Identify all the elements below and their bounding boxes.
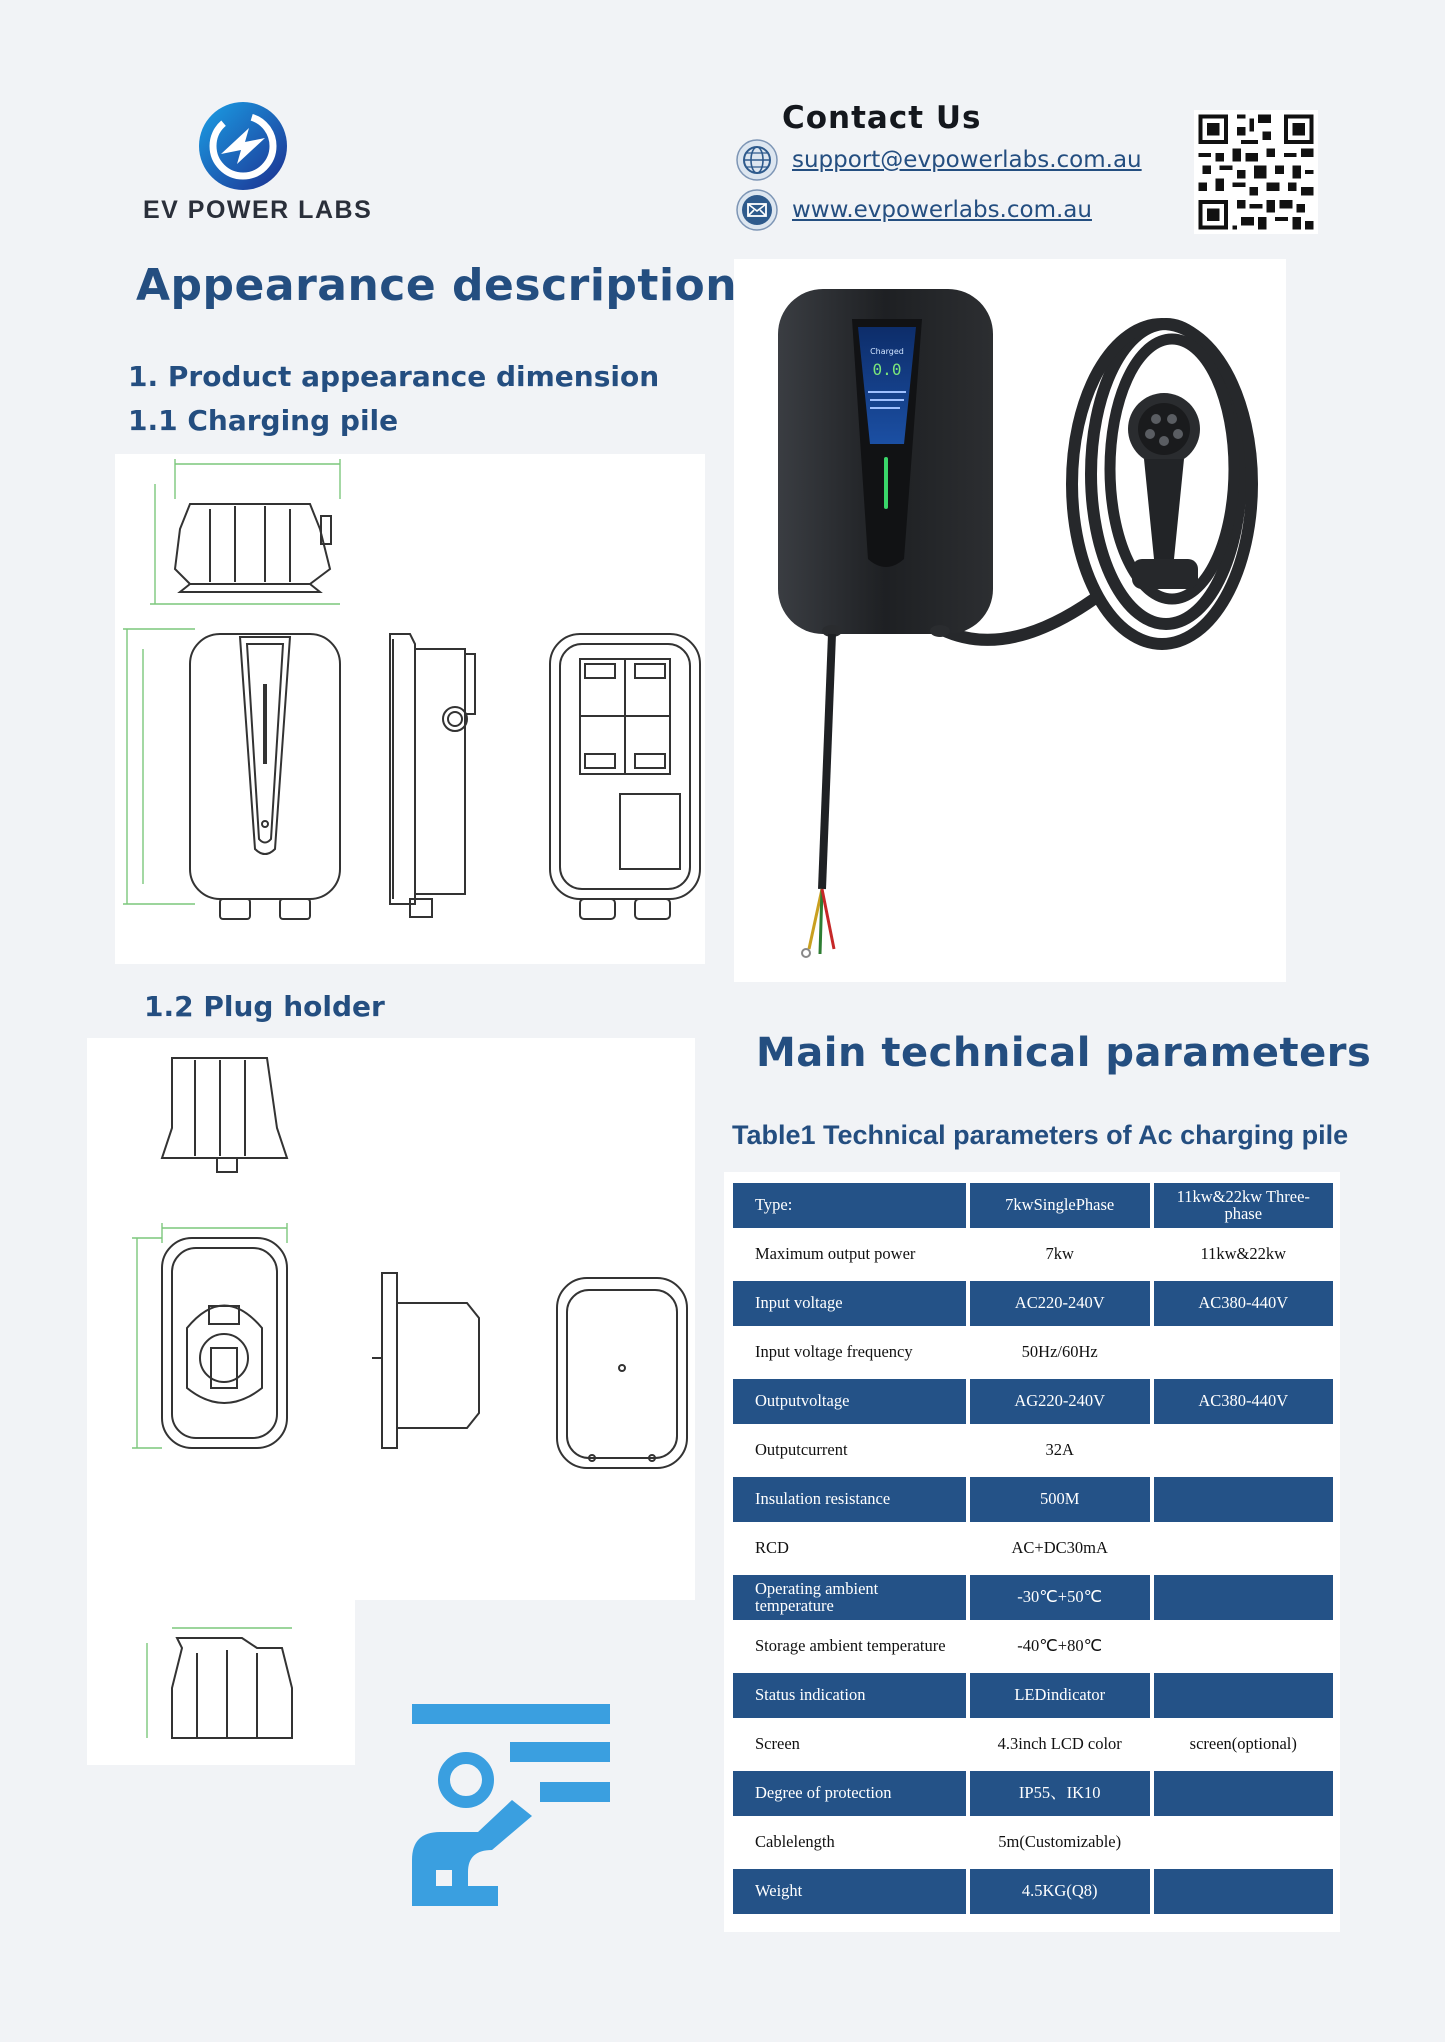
param-label: Weight <box>733 1869 966 1914</box>
param-label: Screen <box>733 1722 966 1767</box>
param-value-three-phase: screen(optional) <box>1154 1722 1333 1767</box>
param-label: Input voltage frequency <box>733 1330 966 1375</box>
param-value-single-phase: -40℃+80℃ <box>970 1624 1150 1669</box>
param-value-single-phase: 500M <box>970 1477 1150 1522</box>
table-row <box>733 1526 1333 1571</box>
section-1-heading: 1. Product appearance dimension <box>128 360 660 393</box>
table-row <box>733 1722 1333 1767</box>
person-list-icon <box>408 1700 614 1910</box>
param-label: Outputvoltage <box>733 1379 966 1424</box>
param-value-three-phase <box>1154 1477 1333 1522</box>
param-label: Operating ambient temperature <box>733 1575 966 1620</box>
table-row <box>733 1232 1333 1277</box>
param-value-three-phase: AC380-440V <box>1154 1281 1333 1326</box>
table-row <box>733 1820 1333 1865</box>
param-label: Outputcurrent <box>733 1428 966 1473</box>
table-row <box>733 1183 1333 1228</box>
param-label: Type: <box>733 1183 966 1228</box>
plug-holder-drawing <box>87 1038 695 1765</box>
param-value-three-phase <box>1154 1820 1333 1865</box>
param-value-single-phase: 50Hz/60Hz <box>970 1330 1150 1375</box>
param-value-single-phase: LEDindicator <box>970 1673 1150 1718</box>
appearance-title: Appearance description <box>136 260 738 311</box>
param-value-single-phase: 5m(Customizable) <box>970 1820 1150 1865</box>
table-row <box>733 1428 1333 1473</box>
table-row <box>733 1575 1333 1620</box>
parameters-table <box>729 1179 1337 1918</box>
ev-power-labs-logo-icon <box>197 100 289 192</box>
table-row <box>733 1281 1333 1326</box>
contact-website-link[interactable]: www.evpowerlabs.com.au <box>792 197 1092 223</box>
param-value-three-phase: 11kw&22kw Three-phase <box>1154 1183 1333 1228</box>
charger-screen-reading: 0.0 <box>872 360 902 379</box>
param-value-three-phase <box>1154 1673 1333 1718</box>
charging-pile-drawing <box>115 454 705 964</box>
param-label: Degree of protection <box>733 1771 966 1816</box>
param-label: Status indication <box>733 1673 966 1718</box>
param-value-three-phase: 11kw&22kw <box>1154 1232 1333 1277</box>
table-row <box>733 1673 1333 1718</box>
param-value-single-phase: AC+DC30mA <box>970 1526 1150 1571</box>
param-value-three-phase <box>1154 1575 1333 1620</box>
table-title: Table1 Technical parameters of Ac charging pile <box>732 1120 1349 1150</box>
table-row <box>733 1330 1333 1375</box>
param-label: RCD <box>733 1526 966 1571</box>
envelope-icon <box>736 189 778 231</box>
param-value-three-phase <box>1154 1771 1333 1816</box>
param-label: Input voltage <box>733 1281 966 1326</box>
param-value-single-phase: -30℃+50℃ <box>970 1575 1150 1620</box>
param-value-single-phase: AC220-240V <box>970 1281 1150 1326</box>
charger-product-image <box>734 259 1286 982</box>
param-label: Cablelength <box>733 1820 966 1865</box>
section-1-2-heading: 1.2 Plug holder <box>144 990 385 1023</box>
param-value-three-phase <box>1154 1526 1333 1571</box>
param-value-single-phase: 32A <box>970 1428 1150 1473</box>
qr-code[interactable] <box>1194 110 1318 234</box>
param-value-single-phase: 4.3inch LCD color <box>970 1722 1150 1767</box>
param-label: Storage ambient temperature <box>733 1624 966 1669</box>
parameters-title: Main technical parameters <box>756 1030 1372 1076</box>
param-value-three-phase <box>1154 1428 1333 1473</box>
svg-text:Charged: Charged <box>870 347 904 356</box>
contact-email-row <box>736 138 1142 182</box>
param-value-single-phase: AG220-240V <box>970 1379 1150 1424</box>
param-value-single-phase: IP55、IK10 <box>970 1771 1150 1816</box>
param-value-three-phase <box>1154 1869 1333 1914</box>
table-row <box>733 1771 1333 1816</box>
param-label: Insulation resistance <box>733 1477 966 1522</box>
param-label: Maximum output power <box>733 1232 966 1277</box>
param-value-three-phase: AC380-440V <box>1154 1379 1333 1424</box>
table-row <box>733 1477 1333 1522</box>
section-1-1-heading: 1.1 Charging pile <box>128 404 399 437</box>
table-row <box>733 1869 1333 1914</box>
param-value-three-phase <box>1154 1330 1333 1375</box>
param-value-single-phase: 4.5KG(Q8) <box>970 1869 1150 1914</box>
table-row <box>733 1379 1333 1424</box>
contact-website-row <box>736 188 1092 232</box>
param-value-single-phase: 7kw <box>970 1232 1150 1277</box>
brand-name: EV POWER LABS <box>143 196 373 224</box>
contact-email-link[interactable]: support@evpowerlabs.com.au <box>792 147 1142 173</box>
contact-title: Contact Us <box>782 100 982 136</box>
table-row <box>733 1624 1333 1669</box>
parameters-table-panel <box>724 1172 1340 1932</box>
globe-icon <box>736 139 778 181</box>
param-value-single-phase: 7kwSinglePhase <box>970 1183 1150 1228</box>
param-value-three-phase <box>1154 1624 1333 1669</box>
